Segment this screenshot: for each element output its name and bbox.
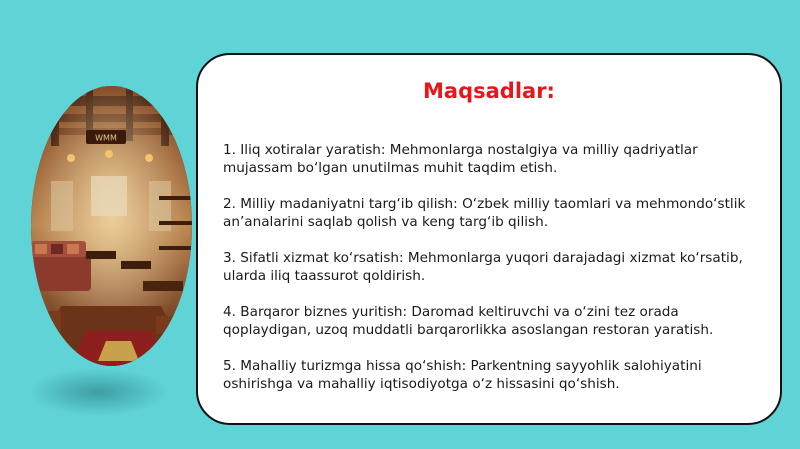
goal-item-1: 1. Iliq xotiralar yaratish: Mehmonlarga nostalgiya va milliy qadriyatlar mujassam bo‘lgan unutilmas muhit taqdim etish. xyxy=(223,142,698,176)
goal-item-2: 2. Milliy madaniyatni targ‘ib qilish: O‘zbek milliy taomlari va mehmondo‘stlik an’analarini saqlab qolish va keng targ‘ib qilish. xyxy=(223,196,746,230)
goal-item-4: 4. Barqaror biznes yuritish: Daromad keltiruvchi va o‘zini tez orada qoplaydigan, uzoq muddatli barqarorlikka asoslangan restoran yaratish. xyxy=(223,304,714,338)
goal-item-3: 3. Sifatli xizmat ko‘rsatish: Mehmonlarga yuqori darajadagi xizmat ko‘rsatib, ularda iliq taassurot qoldirish. xyxy=(223,250,743,284)
restaurant-interior-illustration xyxy=(31,86,192,366)
goals-card xyxy=(196,53,782,425)
restaurant-interior-image xyxy=(31,86,192,366)
goal-item-5: 5. Mahalliy turizmga hissa qo‘shish: Parkentning sayyohlik salohiyatini oshirishga va mahalliy iqtisodiyotga o‘z hissasini qo‘shish. xyxy=(223,358,702,392)
svg-text:WMM: WMM xyxy=(95,133,117,143)
goals-list xyxy=(223,141,768,411)
image-shadow xyxy=(28,368,168,416)
card-title: Maqsadlar: xyxy=(423,79,555,103)
